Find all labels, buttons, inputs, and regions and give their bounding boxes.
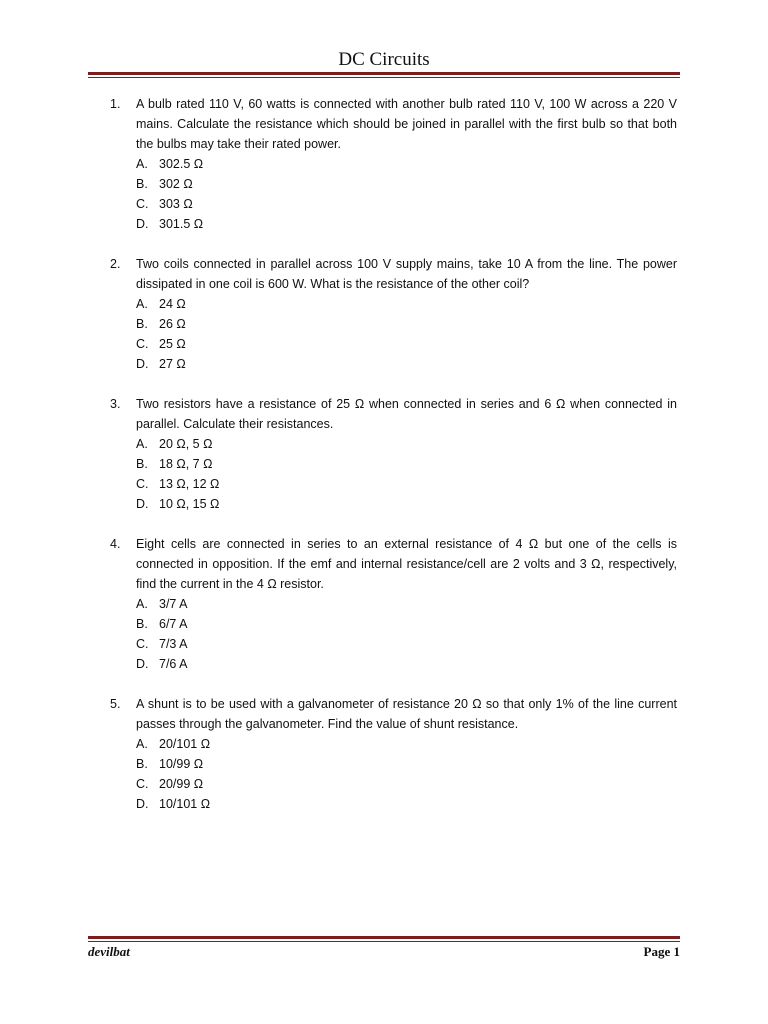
option-text: 303 Ω [159,197,193,211]
option-a [136,594,188,614]
option-text: 7/3 A [159,637,188,651]
option-b [136,454,219,474]
option-letter: D. [136,357,149,371]
option-text: 10/101 Ω [159,797,211,811]
answer-options [136,734,210,814]
option-letter: C. [136,637,149,651]
option-text: 18 Ω, 7 Ω [159,457,213,471]
option-letter: A. [136,597,148,611]
option-letter: B. [136,177,148,191]
option-letter: B. [136,757,148,771]
option-a [136,154,203,174]
option-c [136,774,210,794]
option-c [136,474,219,494]
option-text: 302 Ω [159,177,193,191]
option-b [136,174,203,194]
option-text: 26 Ω [159,317,186,331]
option-b [136,614,188,634]
option-text: 20/101 Ω [159,737,211,751]
footer-rule [88,936,680,942]
answer-options [136,594,188,674]
option-letter: A. [136,737,148,751]
option-letter: A. [136,297,148,311]
option-a [136,734,210,754]
option-d [136,354,186,374]
question-number: 1. [110,97,121,111]
option-text: 13 Ω, 12 Ω [159,477,220,491]
option-a [136,294,186,314]
question-text: A shunt is to be used with a galvanometer of resistance 20 Ω so that only 1% of the line current passes through the galvanometer. Find the value of shunt resistance. [136,697,677,731]
question-number: 3. [110,397,121,411]
option-c [136,334,186,354]
option-letter: A. [136,157,148,171]
option-text: 20/99 Ω [159,777,204,791]
option-text: 25 Ω [159,337,186,351]
option-d [136,494,219,514]
footer-rule-thin [88,941,680,942]
option-letter: D. [136,217,149,231]
option-text: 10/99 Ω [159,757,204,771]
option-text: 301.5 Ω [159,217,204,231]
option-letter: D. [136,657,149,671]
option-text: 3/7 A [159,597,188,611]
option-c [136,634,188,654]
question-text: A bulb rated 110 V, 60 watts is connected with another bulb rated 110 V, 100 W across a 220 V mains. Calculate the resistance which should be joined in parallel with the first bulb so that both the bulbs may take their rated power. [136,97,677,151]
question-number: 2. [110,257,121,271]
question-text: Two resistors have a resistance of 25 Ω when connected in series and 6 Ω when connected in parallel. Calculate their resistances. [136,397,677,431]
option-text: 10 Ω, 15 Ω [159,497,220,511]
option-letter: C. [136,477,149,491]
option-letter: D. [136,497,149,511]
option-letter: C. [136,197,149,211]
header-rule-thick [88,72,680,75]
page-title: DC Circuits [338,49,430,70]
option-letter: B. [136,617,148,631]
option-letter: B. [136,317,148,331]
option-text: 7/6 A [159,657,188,671]
option-c [136,194,203,214]
option-letter: D. [136,797,149,811]
answer-options [136,154,203,234]
option-letter: B. [136,457,148,471]
option-letter: C. [136,777,149,791]
option-b [136,754,210,774]
footer-author: devilbat [88,944,130,959]
footer-rule-thick [88,936,680,939]
answer-options [136,434,219,514]
page-number: Page 1 [643,944,680,959]
option-d [136,214,203,234]
option-text: 20 Ω, 5 Ω [159,437,213,451]
option-d [136,654,188,674]
page-header [88,49,680,71]
option-a [136,434,219,454]
option-b [136,314,186,334]
question-number: 4. [110,537,121,551]
option-letter: C. [136,337,149,351]
header-rule [88,72,680,78]
question-text: Two coils connected in parallel across 100 V supply mains, take 10 A from the line. The power dissipated in one coil is 600 W. What is the resistance of the other coil? [136,257,677,291]
option-text: 6/7 A [159,617,188,631]
header-rule-thin [88,77,680,78]
option-text: 24 Ω [159,297,186,311]
option-text: 27 Ω [159,357,186,371]
answer-options [136,294,186,374]
question-number: 5. [110,697,121,711]
option-d [136,794,210,814]
question-text: Eight cells are connected in series to an external resistance of 4 Ω but one of the cells is connected in opposition. If the emf and internal resistance/cell are 2 volts and 3 Ω, respectively, find the current in the 4 Ω resistor. [136,537,677,591]
option-letter: A. [136,437,148,451]
option-text: 302.5 Ω [159,157,204,171]
